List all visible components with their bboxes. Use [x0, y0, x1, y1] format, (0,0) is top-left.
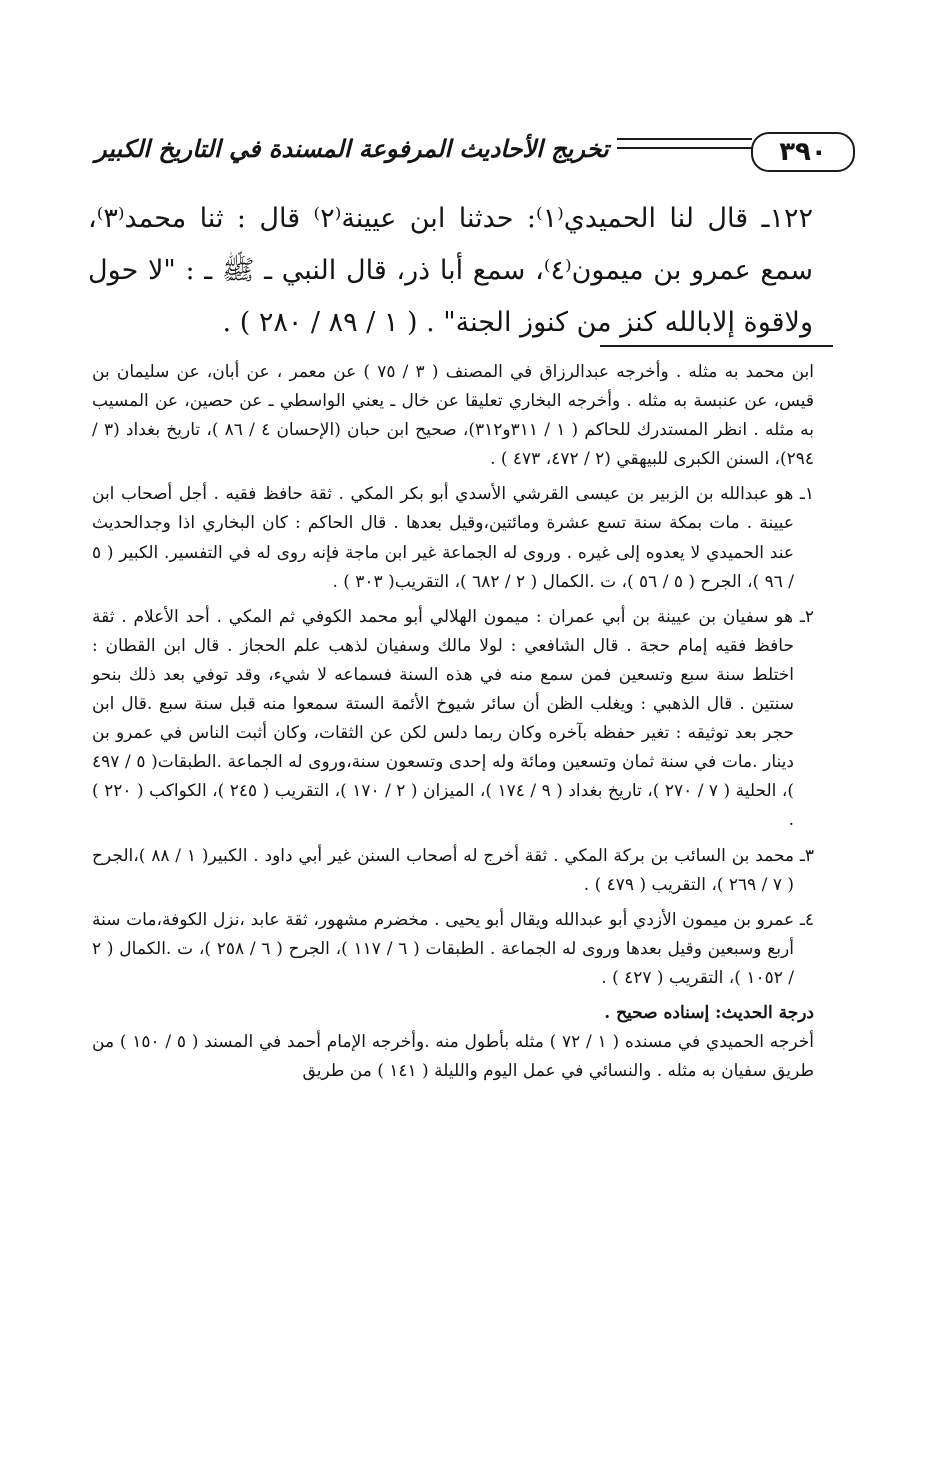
running-title: تخريج الأحاديث المرفوعة المسندة في التاريخ الكبير — [95, 134, 609, 163]
footnote-2: ٢ـ هو سفيان بن عيينة بن أبي عمران : ميمون الهلالي أبو محمد الكوفي ثم المكي . أحد الأعلام . ثقة حافظ فقيه إمام حجة . قال الشافعي : لولا مالك وسفيان لذهب علم الحجاز . قال ابن القطان : اختلط سنة سبع وتسعين فمن سمع منه في هذه السنة فسماعه لا شيء، وقد توفي بعد ذلك بنحو سنتين . قال الذهبي : ويغلب الظن أن سائر شيوخ الأئمة الستة سمعوا منه قبل سنة سبع .قال ابن حجر بعد توثيقه : تغير حفظه بآخره وكان ربما دلس لكن عن الثقات، وكان أثبت الناس في عمرو بن دينار .مات في سنة ثمان وتسعين ومائة وله إحدى وتسعون سنة،وروى له الجماعة .الطبقات( ٥ / ٤٩٧ )، الحلية ( ٧ / ٢٧٠ )، تاريخ بغداد ( ٩ / ١٧٤ )، الميزان ( ٢ / ١٧٠ )، التقريب ( ٢٤٥ )، الكواكب ( ٢٢٠ ) . — [92, 606, 814, 831]
footnote-separator — [600, 345, 833, 347]
hadith-text-block — [88, 193, 813, 349]
footnote-1: ١ـ هو عبدالله بن الزبير بن عيسى القرشي الأسدي أبو بكر المكي . ثقة حافظ فقيه . أجل أصحاب ابن عيينة . مات بمكة سنة تسع عشرة ومائتين،وقيل بعدها . قال الحاكم : كان البخاري اذا وجدالحديث عند الحميدي لا يعدوه إلى غيره . وروى له الجماعة غير ابن ماجة فإنه روى له في التفسير. الكبير ( ٥ / ٩٦ )، الجرح ( ٥ / ٥٦ )، ت .الكمال ( ٢ / ٦٨٢ )، التقريب( ٣٠٣ ) . — [92, 484, 814, 592]
footnote-3: ٣ـ محمد بن السائب بن بركة المكي . ثقة أخرج له أصحاب السنن غير أبي داود . الكبير( ١ / ٨٨ )،الجرح ( ٧ / ٢٦٩ )، التقريب ( ٤٧٩ ) . — [92, 845, 814, 895]
footnotes — [92, 358, 814, 1086]
page-header — [95, 125, 855, 175]
hadith-text: ١٢٢ـ قال لنا الحميدي⁽١⁾: حدثنا ابن عيينة⁽٢⁾ قال : ثنا محمد⁽٣⁾، سمع عمرو بن ميمون⁽٤⁾، سمع أبا ذر، قال النبي ـ ﷺ ـ : "لا حول ولاقوة إلابالله كنز من كنوز الجنة" . ( ١ / ٨٩ / ٢٨٠ ) . — [88, 203, 813, 338]
footnote-4: ٤ـ عمرو بن ميمون الأزدي أبو عبدالله ويقال أبو يحيى . مخضرم مشهور، ثقة عابد ،نزل الكوفة،مات سنة أربع وسبعين وقيل بعدها وروى له الجماعة . الطبقات ( ٦ / ١١٧ )، الجرح ( ٦ / ٢٥٨ )، ت .الكمال ( ٢ / ١٠٥٢ )، التقريب ( ٤٢٧ ) . — [92, 909, 814, 988]
header-rule-left — [617, 147, 752, 149]
footnote-continuation: ابن محمد به مثله . وأخرجه عبدالرزاق في المصنف ( ٣ / ٧٥ ) عن معمر ، عن أبان، عن سليمان بن قيس، عن عنبسة به مثله . وأخرجه البخاري تعليقا عن خال ـ يعني الواسطي ـ عن حصين، عن المسيب به مثله . انظر المستدرك للحاكم ( ١ / ٣١١و٣١٢)، صحيح ابن حبان (الإحسان ٤ / ٨٦ )، تاريخ بغداد (٣ / ٢٩٤)، السنن الكبرى للبيهقي (٢ / ٤٧٢، ٤٧٣ ) . — [92, 362, 814, 470]
page-number: ٣٩٠ — [751, 132, 855, 172]
takhrij-text: أخرجه الحميدي في مسنده ( ١ / ٧٢ ) مثله بأطول منه .وأخرجه الإمام أحمد في المسند ( ٥ / ١٥٠ ) من طريق سفيان به مثله . والنسائي في عمل اليوم والليلة ( ١٤١ ) من طريق — [92, 1032, 814, 1082]
hadith-grade: درجة الحديث: إسناده صحيح . — [604, 1002, 814, 1023]
header-rule-left — [617, 138, 752, 140]
